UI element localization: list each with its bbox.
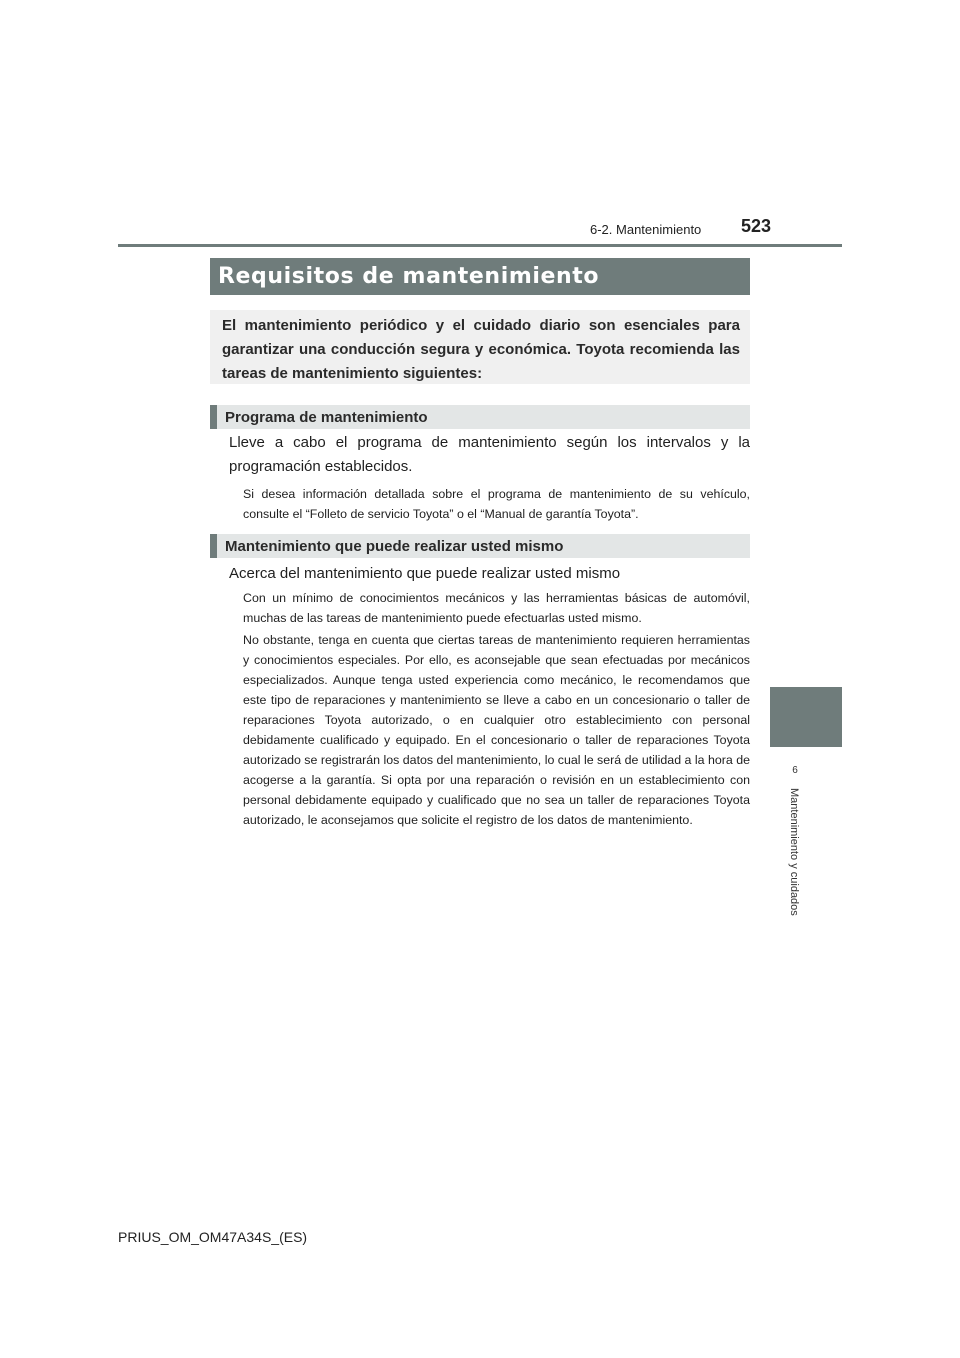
chapter-side-label: Mantenimiento y cuidados	[788, 788, 800, 916]
footer-doc-id: PRIUS_OM_OM47A34S_(ES)	[118, 1229, 308, 1245]
page-number: 523	[741, 216, 772, 236]
chapter-side-tab	[770, 687, 842, 747]
self-maintenance-note-1: Con un mínimo de conocimientos mecánicos y las herramientas básicas de automóvil, muchas de las tareas de mantenimiento puede efectuarlas usted mismo.	[243, 591, 750, 625]
subhead-maintenance-program	[210, 405, 750, 429]
header-rule	[118, 244, 842, 247]
intro-box	[210, 310, 750, 384]
subhead-self-maintenance	[210, 534, 750, 558]
chapter-number: 6	[792, 765, 798, 776]
program-note: Si desea información detallada sobre el programa de mantenimiento de su vehículo, consulte el “Folleto de servicio Toyota” o el “Manual de garantía Toyota”.	[243, 487, 750, 521]
header-section-title: 6-2. Mantenimiento	[590, 222, 702, 237]
title-bar	[210, 258, 750, 295]
subhead-label: Mantenimiento que puede realizar usted mismo	[225, 537, 564, 555]
intro-text: El mantenimiento periódico y el cuidado diario son esenciales para garantizar una conducción segura y económica. Toyota recomienda las tareas de mantenimiento siguientes:	[222, 317, 740, 382]
self-maintenance-body-text: Acerca del mantenimiento que puede realizar usted mismo	[229, 565, 621, 582]
program-body-text: Lleve a cabo el programa de mantenimiento según los intervalos y la programación establecidos.	[229, 434, 750, 475]
page-title: Requisitos de mantenimiento	[218, 264, 600, 289]
subhead-label: Programa de mantenimiento	[225, 408, 428, 426]
self-maintenance-note-2: No obstante, tenga en cuenta que ciertas tareas de mantenimiento requieren herramientas y conocimientos especiales. Por ello, es aconsejable que sean efectuadas por mecánicos especializados. Aunque tenga usted experiencia como mecánico, le recomendamos que este tipo de reparaciones y mantenimiento se lleve a cabo en un concesionario o taller de reparaciones Toyota autorizado, o en cualquier otro establecimiento con personal debidamente cualificado y equipado. En el concesionario o taller de reparaciones Toyota autorizado se registrarán los datos del mantenimiento, lo cual le será de utilidad a la hora de acogerse a la garantía. Si opta por una reparación o revisión en un establecimiento con personal debidamente equipado y cualificado que no sea un taller de reparaciones Toyota autorizado, le aconsejamos que solicite el registro de los datos de mantenimiento.	[243, 633, 750, 827]
